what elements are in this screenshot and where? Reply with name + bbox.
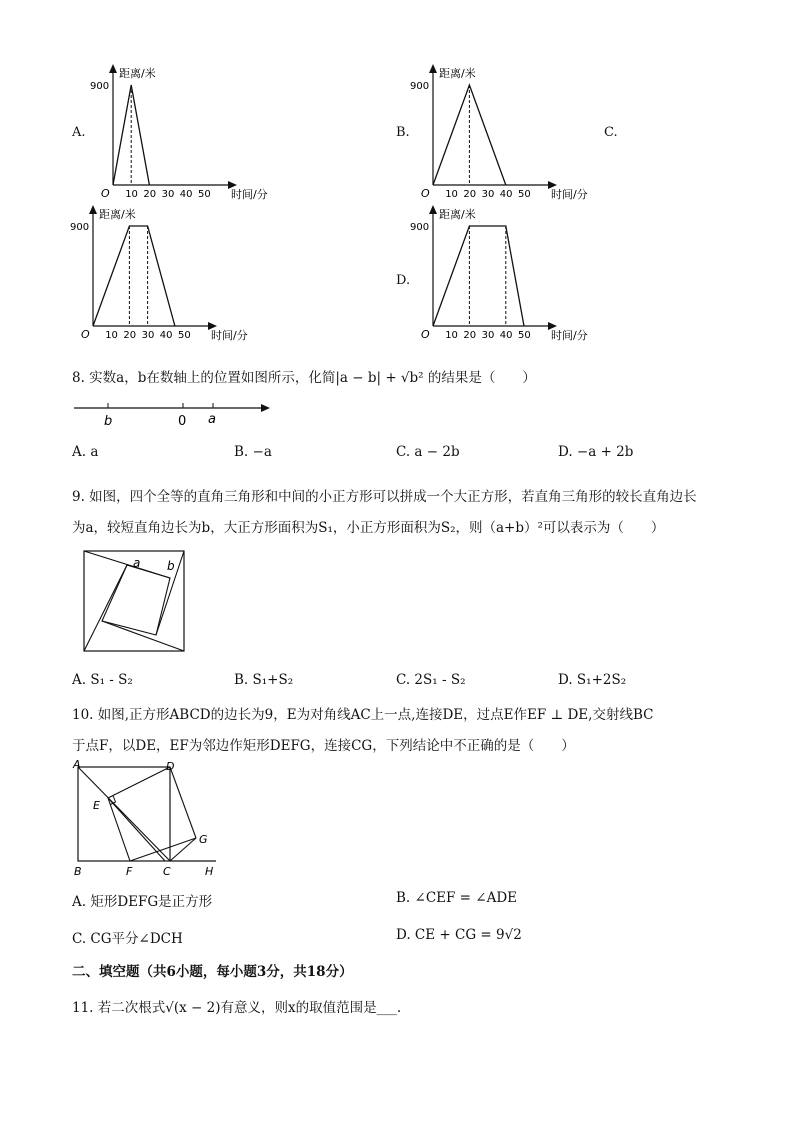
q9-label-a: a (133, 556, 141, 570)
numberline-a: a (208, 412, 216, 427)
q9-option-a: A. S₁ - S₂ (72, 672, 133, 688)
numberline-b: b (104, 414, 113, 429)
q10-label-a: A (73, 758, 81, 771)
x-tick-label: 20 (123, 330, 137, 341)
x-tick-label: 30 (141, 330, 155, 341)
graph-d (410, 206, 615, 351)
x-tick-label: 10 (125, 189, 138, 200)
number-line (70, 398, 280, 432)
graph-c (70, 206, 275, 351)
q10-label-b: B (74, 865, 82, 878)
x-axis-label: 时间/分 (211, 329, 248, 342)
y-axis-arrow (89, 205, 97, 214)
q8-stem: 8. 实数a，b在数轴上的位置如图所示，化简|a − b| + √b² 的结果是（ ） (72, 370, 536, 386)
series-line (433, 226, 524, 326)
origin-label: O (81, 328, 90, 341)
x-tick-label: 50 (518, 330, 531, 341)
q10-geometry-figure (70, 758, 230, 880)
y-axis-label: 距离/米 (119, 67, 156, 80)
graph-b (410, 60, 615, 205)
x-tick-label: 50 (178, 330, 191, 341)
q8-option-a: A. a (72, 444, 99, 460)
q8-option-c: C. a − 2b (396, 444, 460, 460)
y-tick-label: 900 (70, 222, 90, 233)
x-tick-label: 10 (445, 189, 458, 200)
q9-label-b: b (167, 559, 175, 573)
origin-label: O (421, 328, 430, 341)
section-heading: 二、填空题（共6小题，每小题3分，共18分） (72, 964, 353, 980)
x-tick-label: 40 (499, 330, 513, 341)
q9-option-c: C. 2S₁ - S₂ (396, 672, 466, 688)
q10-stem-line2: 于点F，以DE，EF为邻边作矩形DEFG，连接CG，下列结论中不正确的是（ ） (72, 738, 575, 754)
q8-option-b: B. −a (234, 444, 272, 460)
option-b-label: B. (396, 125, 410, 140)
y-axis-arrow (109, 64, 117, 73)
q9-stem-line1: 9. 如图，四个全等的直角三角形和中间的小正方形可以拼成一个大正方形，若直角三角形的较长直角边长 (72, 489, 697, 505)
x-tick-label: 30 (161, 189, 175, 200)
q9-option-d: D. S₁+2S₂ (558, 672, 627, 688)
option-d-label: D. (396, 273, 411, 288)
q10-label-d: D (166, 760, 175, 773)
q10-option-d: D. CE + CG = 9√2 (396, 927, 522, 943)
x-tick-label: 20 (463, 189, 477, 200)
x-tick-label: 10 (105, 330, 118, 341)
q10-label-e: E (93, 799, 100, 812)
x-tick-label: 30 (481, 189, 495, 200)
x-tick-label: 50 (198, 189, 211, 200)
q10-option-a: A. 矩形DEFG是正方形 (72, 894, 213, 910)
q10-option-b: B. ∠CEF = ∠ADE (396, 890, 517, 906)
x-tick-label: 50 (518, 189, 531, 200)
x-tick-label: 30 (481, 330, 495, 341)
option-c-label: C. (604, 125, 618, 140)
series-line (93, 226, 175, 326)
y-axis-arrow (429, 64, 437, 73)
x-tick-label: 40 (499, 189, 513, 200)
y-tick-label: 900 (90, 81, 110, 92)
option-a-label: A. (72, 125, 86, 140)
q8-option-d: D. −a + 2b (558, 444, 634, 460)
origin-label: O (421, 187, 430, 200)
x-axis-label: 时间/分 (231, 188, 268, 201)
y-axis-arrow (429, 205, 437, 214)
q9-square-figure (80, 548, 190, 654)
x-tick-label: 40 (179, 189, 193, 200)
y-tick-label: 900 (410, 81, 430, 92)
y-axis-label: 距离/米 (439, 67, 476, 80)
q10-label-f: F (126, 865, 133, 878)
numberline-zero: 0 (178, 414, 187, 429)
x-tick-label: 10 (445, 330, 458, 341)
y-tick-label: 900 (410, 222, 430, 233)
x-tick-label: 20 (143, 189, 157, 200)
x-tick-label: 20 (463, 330, 477, 341)
origin-label: O (101, 187, 110, 200)
q9-option-b: B. S₁+S₂ (234, 672, 294, 688)
q10-stem-line1: 10. 如图,正方形ABCD的边长为9，E为对角线AC上一点,连接DE，过点E作EF ⊥ DE,交射线BC (72, 707, 654, 723)
y-axis-label: 距离/米 (439, 208, 476, 221)
x-axis-label: 时间/分 (551, 188, 588, 201)
q10-label-c: C (163, 865, 171, 878)
y-axis-label: 距离/米 (99, 208, 136, 221)
x-tick-label: 40 (159, 330, 173, 341)
q9-stem-line2: 为a，较短直角边长为b，大正方形面积为S₁，小正方形面积为S₂，则（a+b）²可以表示为（ ） (72, 520, 665, 536)
x-axis-label: 时间/分 (551, 329, 588, 342)
graph-a (90, 60, 295, 205)
q10-label-g: G (199, 833, 208, 846)
q11-stem: 11. 若二次根式√(x − 2)有意义，则x的取值范围是___. (72, 1000, 402, 1016)
q10-label-h: H (205, 865, 214, 878)
q10-option-c: C. CG平分∠DCH (72, 931, 183, 947)
